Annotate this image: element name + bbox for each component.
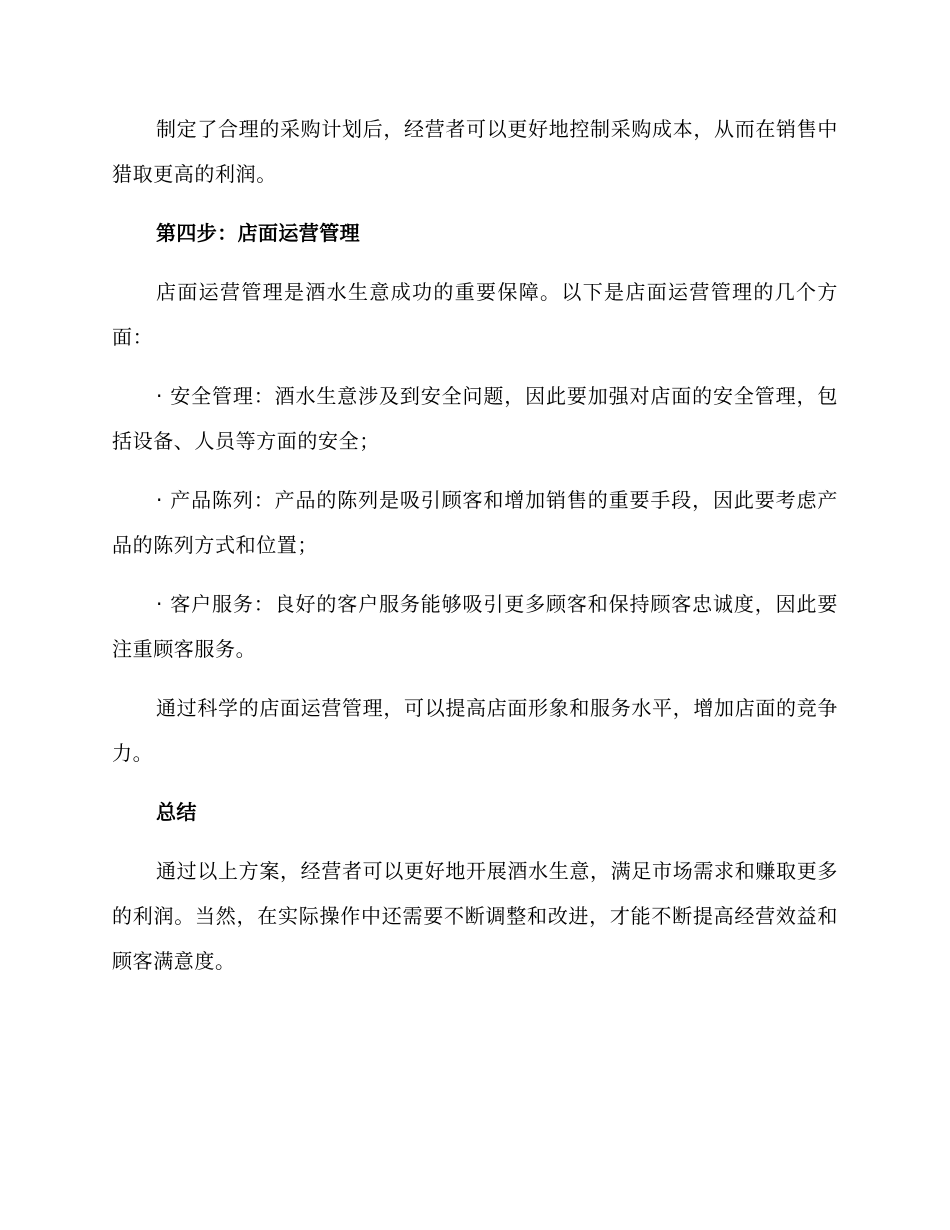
bullet-safety-management: · 安全管理：酒水生意涉及到安全问题，因此要加强对店面的安全管理，包括设备、人员等方面的安全； [112,384,838,453]
heading-step-four: 第四步：店面运营管理 [156,221,360,245]
paragraph-operations-conclusion: 通过科学的店面运营管理，可以提高店面形象和服务水平，增加店面的竞争力。 [112,696,838,765]
bullet-product-display: · 产品陈列：产品的陈列是吸引顾客和增加销售的重要手段，因此要考虑产品的陈列方式和位置； [112,488,838,557]
paragraph-store-operations-intro: 店面运营管理是酒水生意成功的重要保障。以下是店面运营管理的几个方面： [112,280,838,349]
heading-summary: 总结 [156,800,197,824]
paragraph-summary: 通过以上方案，经营者可以更好地开展酒水生意，满足市场需求和赚取更多的利润。当然，在实际操作中还需要不断调整和改进，才能不断提高经营效益和顾客满意度。 [112,859,838,973]
bullet-customer-service: · 客户服务：良好的客户服务能够吸引更多顾客和保持顾客忠诚度，因此要注重顾客服务。 [112,592,838,661]
paragraph-purchase-plan: 制定了合理的采购计划后，经营者可以更好地控制采购成本，从而在销售中猎取更高的利润。 [112,117,838,186]
